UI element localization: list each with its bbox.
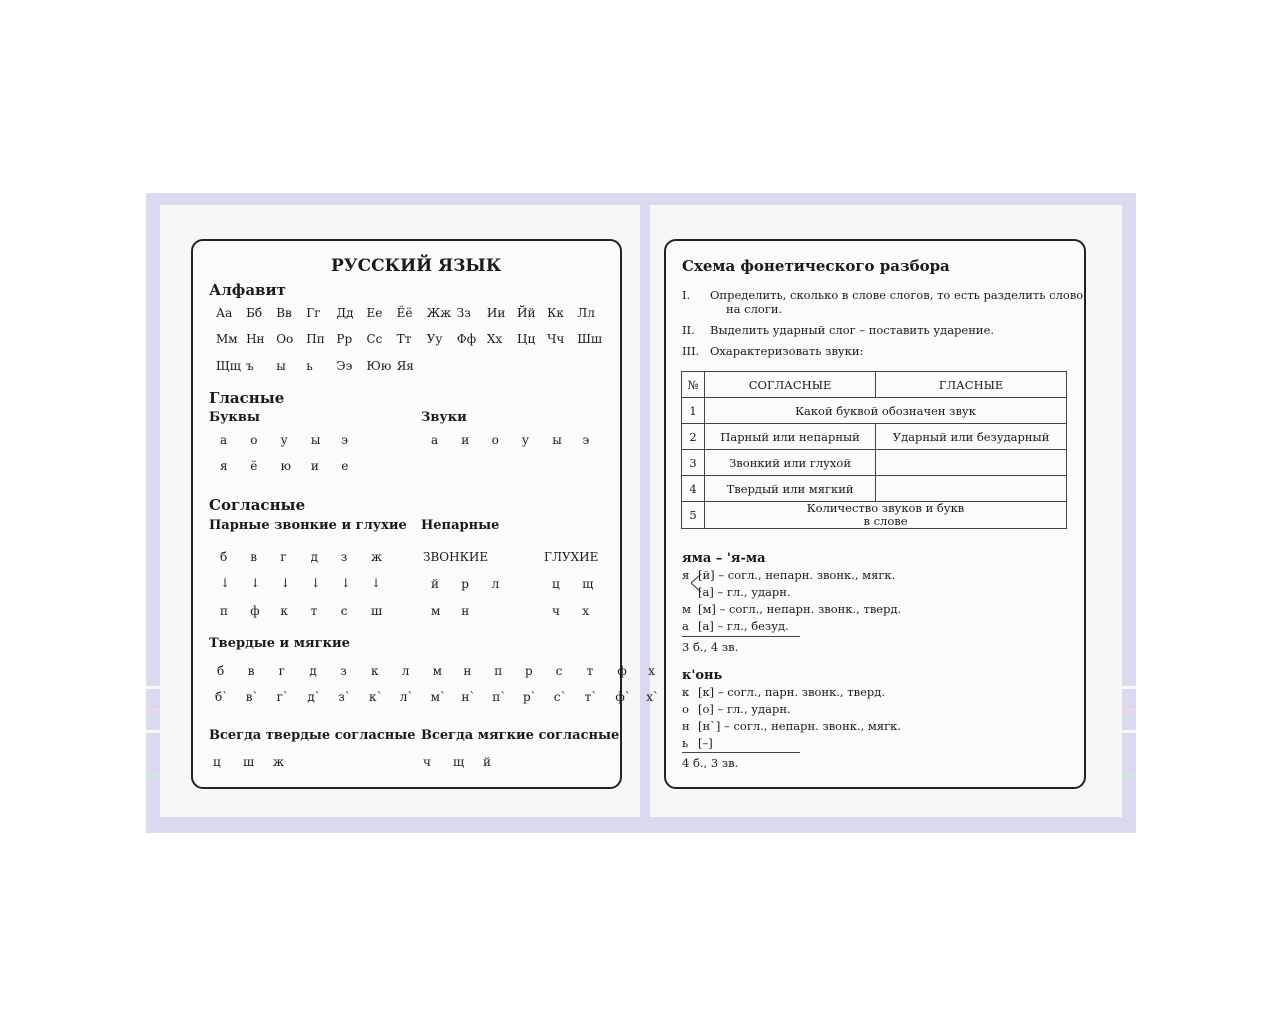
example-letter: н bbox=[682, 719, 690, 733]
hard-consonant: л bbox=[401, 664, 410, 678]
unpaired-voiced: л bbox=[491, 577, 500, 591]
row-number: 1 bbox=[682, 398, 705, 424]
soft-consonant: р` bbox=[523, 690, 537, 704]
soft-consonant: з` bbox=[338, 690, 351, 704]
example-sound-line: [к] – согл., парн. звонк., тверд. bbox=[698, 685, 885, 699]
unpaired-voiced: р bbox=[461, 577, 469, 591]
example-letter: о bbox=[682, 702, 689, 716]
row-number: 5 bbox=[682, 502, 705, 529]
alphabet-letter: Ээ bbox=[336, 359, 353, 373]
soft-consonant: в` bbox=[245, 690, 259, 704]
vowel-cell: Ударный или безударный bbox=[876, 424, 1067, 450]
down-arrow-icon: ↓ bbox=[310, 576, 321, 590]
alphabet-letter: Ии bbox=[486, 306, 506, 320]
column-header-vowels: ГЛАСНЫЕ bbox=[876, 372, 1067, 398]
example-summary: 3 б., 4 зв. bbox=[682, 640, 739, 654]
hard-consonant: т bbox=[586, 664, 594, 678]
voiced-consonant: в bbox=[250, 550, 257, 564]
cover-stripe bbox=[1122, 686, 1136, 689]
soft-consonant: с` bbox=[553, 690, 567, 704]
alphabet-letter: ы bbox=[276, 359, 286, 373]
voiceless-consonant: т bbox=[310, 604, 318, 618]
vowel-letter: ё bbox=[250, 459, 258, 473]
hard-consonant: в bbox=[247, 664, 255, 678]
alphabet-letter: Оо bbox=[276, 332, 294, 346]
always-hard-consonant: ц bbox=[213, 755, 221, 769]
cover-stripe bbox=[1122, 708, 1136, 711]
alphabet-letter: Юю bbox=[366, 359, 392, 373]
voiced-consonant: ж bbox=[371, 550, 383, 564]
alphabet-letter: Цц bbox=[517, 332, 536, 346]
down-arrow-icon: ↓ bbox=[250, 576, 261, 590]
alphabet-letter: Вв bbox=[276, 306, 292, 320]
soft-consonant: м` bbox=[430, 690, 446, 704]
vowel-sound: о bbox=[491, 433, 499, 447]
down-arrow-icon: ↓ bbox=[371, 576, 382, 590]
unpaired-voiceless: щ bbox=[582, 577, 594, 591]
alphabet-letter: Шш bbox=[577, 332, 603, 346]
unpaired-voiced: м bbox=[431, 604, 441, 618]
phonetic-table bbox=[681, 371, 1067, 529]
table-row bbox=[682, 424, 1067, 450]
soft-consonant: д` bbox=[307, 690, 321, 704]
always-soft-consonant: й bbox=[483, 755, 491, 769]
vowel-letter: ю bbox=[280, 459, 292, 473]
voiced-label: ЗВОНКИЕ bbox=[423, 550, 489, 564]
example-letter: к bbox=[682, 685, 690, 699]
alphabet-letter: Ёё bbox=[396, 306, 413, 320]
alphabet-letter: ь bbox=[306, 359, 313, 373]
down-arrow-icon: ↓ bbox=[220, 576, 231, 590]
sounds-label: Звуки bbox=[421, 410, 467, 425]
russian-language-panel bbox=[191, 239, 622, 789]
always-hard-consonant: ж bbox=[273, 755, 285, 769]
voiced-consonant: б bbox=[220, 550, 228, 564]
alphabet-letter: Тт bbox=[396, 332, 412, 346]
example-word: к'онь bbox=[682, 668, 723, 683]
table-row bbox=[682, 398, 1067, 424]
table-row bbox=[682, 450, 1067, 476]
cover-stripe bbox=[146, 686, 160, 689]
unpaired-label: Непарные bbox=[421, 518, 500, 533]
example-letter: ь bbox=[682, 736, 689, 750]
column-header-number: № bbox=[682, 372, 705, 398]
vowel-sound: э bbox=[582, 433, 590, 447]
alphabet-letter: Хх bbox=[486, 332, 503, 346]
scheme-title: Схема фонетического разбора bbox=[682, 257, 950, 275]
always-hard-label: Всегда твердые согласные bbox=[209, 728, 416, 743]
alphabet-letter: Уу bbox=[426, 332, 443, 346]
consonant-cell: Твердый или мягкий bbox=[705, 476, 876, 502]
down-arrow-icon: ↓ bbox=[280, 576, 291, 590]
alphabet-letter: Яя bbox=[396, 359, 414, 373]
always-hard-consonant: ш bbox=[243, 755, 255, 769]
consonant-cell: Звонкий или глухой bbox=[705, 450, 876, 476]
vowel-letter: ы bbox=[310, 433, 321, 447]
vowel-letter: у bbox=[280, 433, 288, 447]
cover-stripe bbox=[146, 730, 160, 733]
hard-consonant: з bbox=[340, 664, 347, 678]
unpaired-voiceless: х bbox=[582, 604, 590, 618]
hard-consonant: г bbox=[278, 664, 285, 678]
alphabet-letter: Жж bbox=[426, 306, 452, 320]
hard-consonant: д bbox=[309, 664, 317, 678]
step-text-continued: на слоги. bbox=[726, 302, 783, 316]
voiceless-consonant: ш bbox=[371, 604, 383, 618]
vowel-cell bbox=[876, 450, 1067, 476]
always-soft-consonant: ч bbox=[423, 755, 431, 769]
example-sound-line: [м] – согл., непарн. звонк., тверд. bbox=[698, 602, 902, 616]
alphabet-letter: Гг bbox=[306, 306, 321, 320]
step-text: Выделить ударный слог – поставить ударение. bbox=[710, 323, 995, 337]
alphabet-letter: Ее bbox=[366, 306, 383, 320]
vowel-letter: е bbox=[341, 459, 349, 473]
example-letter: я bbox=[682, 568, 690, 582]
soft-consonant: ф` bbox=[615, 690, 631, 704]
example-letter: м bbox=[682, 602, 691, 616]
hard-consonant: м bbox=[432, 664, 442, 678]
unpaired-voiced: н bbox=[461, 604, 470, 618]
soft-consonant: н` bbox=[461, 690, 476, 704]
alphabet-letter: Фф bbox=[456, 332, 477, 346]
vowel-letter: о bbox=[250, 433, 258, 447]
alphabet-letter: Бб bbox=[246, 306, 263, 320]
soft-consonant: б` bbox=[215, 690, 229, 704]
alphabet-letter: Дд bbox=[336, 306, 354, 320]
alphabet-letter: Пп bbox=[306, 332, 325, 346]
hard-consonant: ф bbox=[617, 664, 627, 678]
alphabet-letter: Зз bbox=[456, 306, 471, 320]
vowel-letter: и bbox=[310, 459, 319, 473]
alphabet-letter: Рр bbox=[336, 332, 353, 346]
voiceless-consonant: ф bbox=[250, 604, 260, 618]
hard-soft-label: Твердые и мягкие bbox=[209, 636, 350, 651]
vowels-heading: Гласные bbox=[209, 389, 285, 407]
soft-consonant: г` bbox=[276, 690, 289, 704]
vowel-sound: а bbox=[431, 433, 439, 447]
paired-label: Парные звонкие и глухие bbox=[209, 518, 407, 533]
row-text-line: в слове bbox=[863, 514, 908, 528]
voiceless-label: ГЛУХИЕ bbox=[544, 550, 599, 564]
unpaired-voiceless: ц bbox=[552, 577, 560, 591]
alphabet-letter: Лл bbox=[577, 306, 595, 320]
soft-consonant: п` bbox=[492, 690, 507, 704]
step-number: II. bbox=[682, 323, 695, 337]
hard-consonant: н bbox=[463, 664, 472, 678]
column-header-consonants: СОГЛАСНЫЕ bbox=[705, 372, 876, 398]
example-summary: 4 б., 3 зв. bbox=[682, 756, 739, 770]
soft-consonant: к` bbox=[369, 690, 383, 704]
unpaired-voiced: й bbox=[431, 577, 439, 591]
summary-divider bbox=[682, 752, 800, 753]
row-text-line: Количество звуков и букв bbox=[806, 501, 965, 515]
cover-stripe bbox=[146, 774, 160, 777]
cover-stripe bbox=[1122, 774, 1136, 777]
voiceless-consonant: п bbox=[220, 604, 228, 618]
cover-stripe bbox=[146, 708, 160, 711]
hard-consonant: с bbox=[555, 664, 563, 678]
voiced-consonant: з bbox=[340, 550, 348, 564]
table-row bbox=[682, 476, 1067, 502]
summary-divider bbox=[682, 636, 800, 637]
alphabet-letter: ъ bbox=[246, 359, 254, 373]
voiced-consonant: г bbox=[280, 550, 287, 564]
alphabet-heading: Алфавит bbox=[209, 281, 286, 299]
vowel-sound: и bbox=[461, 433, 470, 447]
page-title: РУССКИЙ ЯЗЫК bbox=[331, 256, 502, 276]
hard-consonant: х bbox=[648, 664, 655, 678]
soft-consonant: х` bbox=[646, 690, 659, 704]
always-soft-label: Всегда мягкие согласные bbox=[421, 728, 620, 743]
row-text bbox=[705, 502, 1067, 529]
vowel-letter: я bbox=[220, 459, 228, 473]
table-header-row bbox=[682, 372, 1067, 398]
hard-consonant: п bbox=[494, 664, 503, 678]
hard-consonant: б bbox=[217, 664, 225, 678]
step-text: Определить, сколько в слове слогов, то есть разделить слово bbox=[710, 288, 1084, 302]
step-number: III. bbox=[682, 344, 700, 358]
vowel-cell bbox=[876, 476, 1067, 502]
step-number: I. bbox=[682, 288, 691, 302]
soft-consonant: л` bbox=[399, 690, 414, 704]
hard-consonant: к bbox=[371, 664, 379, 678]
alphabet-letter: Мм bbox=[216, 332, 238, 346]
example-sound-line: [о] – гл., ударн. bbox=[698, 702, 791, 716]
example-word: яма – 'я-ма bbox=[682, 551, 766, 566]
table-row bbox=[682, 502, 1067, 529]
row-text: Какой буквой обозначен звук bbox=[705, 398, 1067, 424]
step-text: Охарактеризовать звуки: bbox=[710, 344, 864, 358]
example-sound-line: [н`] – согл., непарн. звонк., мягк. bbox=[698, 719, 901, 733]
alphabet-letter: Йй bbox=[517, 306, 536, 320]
alphabet-letter: Щщ bbox=[216, 359, 241, 373]
row-number: 4 bbox=[682, 476, 705, 502]
example-sound-line: [–] bbox=[698, 736, 713, 750]
example-sound-line: [а] – гл., ударн. bbox=[698, 585, 791, 599]
alphabet-letter: Кк bbox=[547, 306, 564, 320]
consonant-cell: Парный или непарный bbox=[705, 424, 876, 450]
voiceless-consonant: с bbox=[340, 604, 348, 618]
example-sound-line: [а] – гл., безуд. bbox=[698, 619, 789, 633]
down-arrow-icon: ↓ bbox=[340, 576, 351, 590]
vowel-letter: э bbox=[341, 433, 348, 447]
example-sound-line: [й] – согл., непарн. звонк., мягк. bbox=[698, 568, 896, 582]
voiced-consonant: д bbox=[310, 550, 318, 564]
row-number: 2 bbox=[682, 424, 705, 450]
hard-consonant: р bbox=[525, 664, 533, 678]
row-number: 3 bbox=[682, 450, 705, 476]
alphabet-letter: Аа bbox=[216, 306, 233, 320]
vowel-letter: а bbox=[220, 433, 228, 447]
alphabet-letter: Нн bbox=[246, 332, 265, 346]
example-letter: а bbox=[682, 619, 689, 633]
vowel-sound: у bbox=[521, 433, 529, 447]
cover-stripe bbox=[1122, 730, 1136, 733]
always-soft-consonant: щ bbox=[453, 755, 465, 769]
branch-connector bbox=[689, 570, 703, 598]
voiceless-consonant: к bbox=[280, 604, 288, 618]
consonants-heading: Согласные bbox=[209, 496, 306, 514]
vowel-sound: ы bbox=[552, 433, 562, 447]
unpaired-voiceless: ч bbox=[552, 604, 560, 618]
alphabet-letter: Чч bbox=[547, 332, 565, 346]
soft-consonant: т` bbox=[584, 690, 598, 704]
alphabet-letter: Сс bbox=[366, 332, 383, 346]
letters-label: Буквы bbox=[209, 410, 260, 425]
